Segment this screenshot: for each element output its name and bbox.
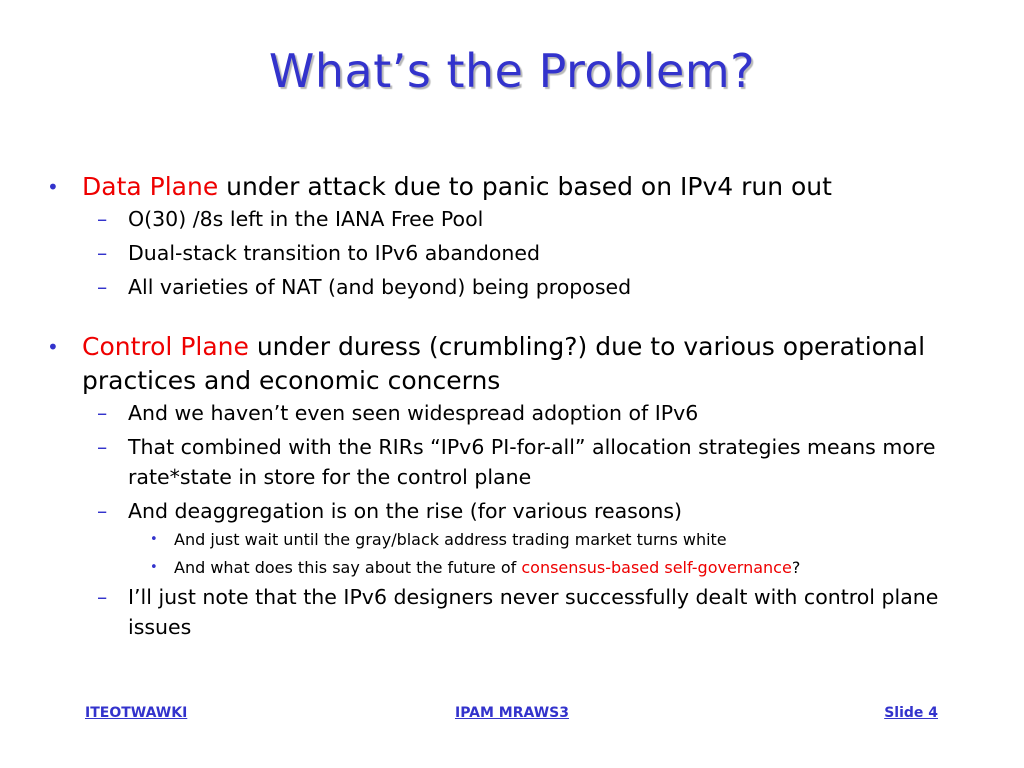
sub-bullet-text: O(30) /8s left in the IANA Free Pool (128, 207, 484, 231)
sub-bullet-text: Dual-stack transition to IPv6 abandoned (128, 241, 541, 265)
sub-sub-bullet-text: And what does this say about the future of (174, 558, 522, 577)
footer-center: IPAM MRAWS3 (454, 705, 569, 721)
sub-bullet (97, 432, 958, 492)
sub-bullet-text: And deaggregation is on the rise (for various reasons) (128, 499, 683, 523)
bullet-icon: • (47, 175, 59, 199)
data-plane-highlight: Data Plane (82, 172, 219, 201)
sub-bullet (97, 496, 958, 526)
sub-bullet-text: That combined with the RIRs “IPv6 PI-for-all” allocation strategies means more rate*state in store for the control plane (128, 435, 936, 489)
dash-icon: – (97, 275, 108, 299)
bullet-text: under duress (crumbling?) due to various operational practices and economic concerns (82, 332, 926, 395)
bullet-icon: • (150, 560, 158, 575)
control-plane-highlight: Control Plane (82, 332, 249, 361)
sub-bullet-text: I’ll just note that the IPv6 designers never successfully dealt with control plane issues (128, 585, 939, 639)
dash-icon: – (97, 401, 108, 425)
dash-icon: – (97, 435, 108, 459)
sub-sub-bullet-text: And just wait until the gray/black address trading market turns white (174, 530, 727, 549)
governance-highlight: consensus-based self-governance (521, 558, 792, 577)
sub-bullet-text: And we haven’t even seen widespread adoption of IPv6 (128, 401, 699, 425)
sub-bullet (97, 238, 958, 268)
bullet-icon: • (150, 532, 158, 547)
sub-bullet (97, 204, 958, 234)
slide-title: What’s the Problem? (268, 44, 756, 98)
sub-sub-bullet (150, 526, 964, 554)
dash-icon: – (97, 499, 108, 523)
bullet-text: under attack due to panic based on IPv4 run out (218, 172, 832, 201)
sub-bullet-text: All varieties of NAT (and beyond) being proposed (128, 275, 632, 299)
sub-sub-bullet-text-end: ? (791, 558, 801, 577)
sub-bullet (97, 582, 958, 642)
dash-icon: – (97, 585, 108, 609)
slide-body (0, 170, 1024, 642)
dash-icon: – (97, 241, 108, 265)
slide-number: Slide 4 (884, 705, 938, 721)
footer-left: ITEOTWAWKI (85, 705, 188, 721)
bullet-control-plane (47, 330, 962, 398)
dash-icon: – (97, 207, 108, 231)
bullet-data-plane (47, 170, 962, 204)
sub-bullet (97, 398, 958, 428)
bullet-icon: • (47, 335, 59, 359)
sub-bullet (97, 272, 958, 302)
sub-sub-bullet (150, 554, 964, 582)
